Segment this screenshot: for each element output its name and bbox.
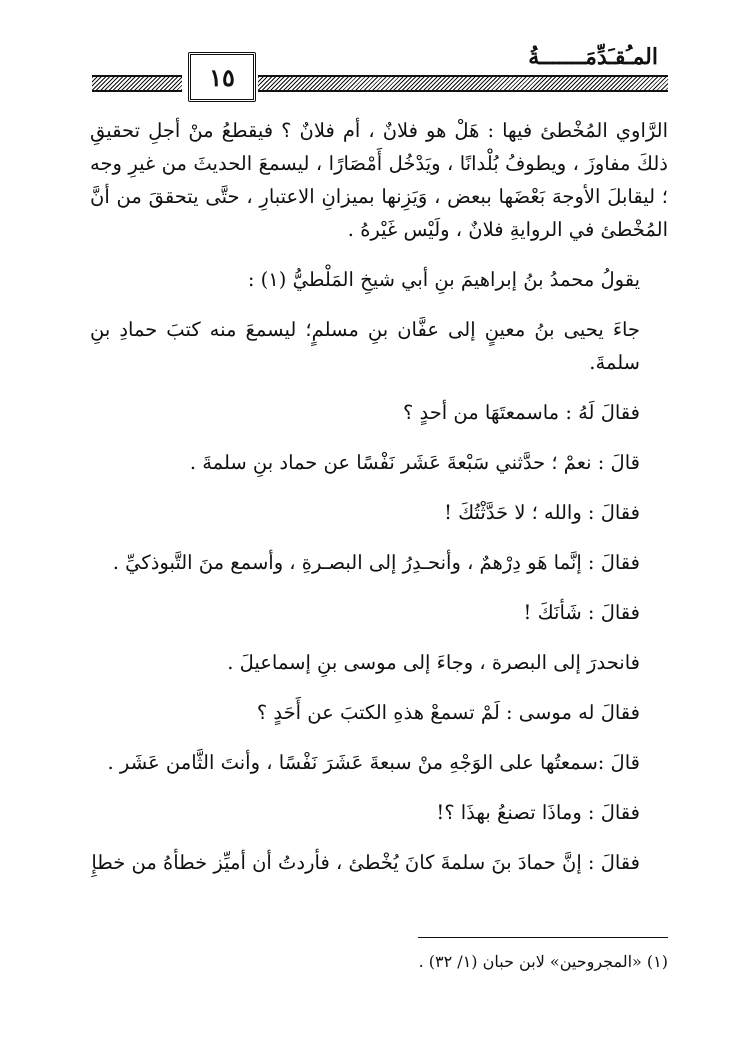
header-ornament-right [258,75,668,92]
paragraph-intro: الرَّاوي المُخْطئ فيها : هَلْ هو فلانٌ ، أم فلانٌ ؟ فيقطعُ منْ أجلِ تحقيقِ ذلكَ مفاوزَ ، ويطوفُ بُلْدانًا ، ويَدْخُل أَمْصَارًا ، ليسمعَ الحديثَ من غيرِ وجه ؛ ليقابلَ الأوجهَ بَعْضَها ببعض ، وَيَزِنها بميزانِ الاعتبارِ ، حتَّى يتحققَ من أنَّ المُخْطئ في الروايةِ فلانٌ ، ولَيْس غَيْرهُ . [90,119,668,241]
page-number: ١٥ [188,52,256,102]
paragraph-line: فقالَ : شَأنَكَ ! [523,601,640,624]
footnote: (١) «المجروحين» لابن حبان (١/ ٣٢) . [418,952,668,971]
paragraph-line: فقالَ : وماذَا تصنعُ بهذَا ؟! [436,801,640,824]
paragraph-line: فقالَ له موسى : لَمْ تسمعْ هذهِ الكتبَ عن أَحَدٍ ؟ [256,701,640,724]
paragraph-line: فانحدرَ إلى البصرة ، وجاءَ إلى موسى بنِ إسماعيلَ . [227,651,640,674]
paragraph-line: فقالَ لَهُ : ماسمعتَهَا من أحدٍ ؟ [402,401,640,424]
header-ornament-left [92,75,182,92]
paragraph-narrator: يقولُ محمدُ بنُ إبراهيمَ بنِ أبي شيخِ المَلْطيُّ (١) : [247,268,640,291]
footnote-divider [418,937,668,938]
paragraph-line: قالَ :سمعتُها على الوَجْهِ منْ سبعةَ عَشَرَ نَفْسًا ، وأنتَ الثَّامن عَشَر . [107,751,640,774]
paragraph-line: فقالَ : والله ؛ لا حَدَّثْتُكَ ! [444,501,640,524]
paragraph-line: جاءَ يحيى بنُ معينٍ إلى عفَّان بنِ مسلمٍ؛ ليسمعَ منه كتبَ حمادِ بنِ سلمةَ. [90,318,640,374]
main-text [90,114,668,896]
running-head-title: المـُقـَدِّمَـــــــةُ [528,44,658,70]
paragraph-line: قالَ : نعمْ ؛ حدَّثني سَبْعةَ عَشَر نَفْسًا عن حماد بنِ سلمةَ . [189,451,640,474]
paragraph-line: فقالَ : إنَّما هَو دِرْهمٌ ، وأنحـدِرُ إلى البصـرةِ ، وأسمع منَ التَّبوذكيِّ . [112,551,640,574]
page-header [0,44,748,108]
paragraph-line: فقالَ : إنَّ حمادَ بنَ سلمةَ كانَ يُخْطئ ، فأردتُ أن أميِّز خطأهُ من خطإِ [91,851,640,874]
